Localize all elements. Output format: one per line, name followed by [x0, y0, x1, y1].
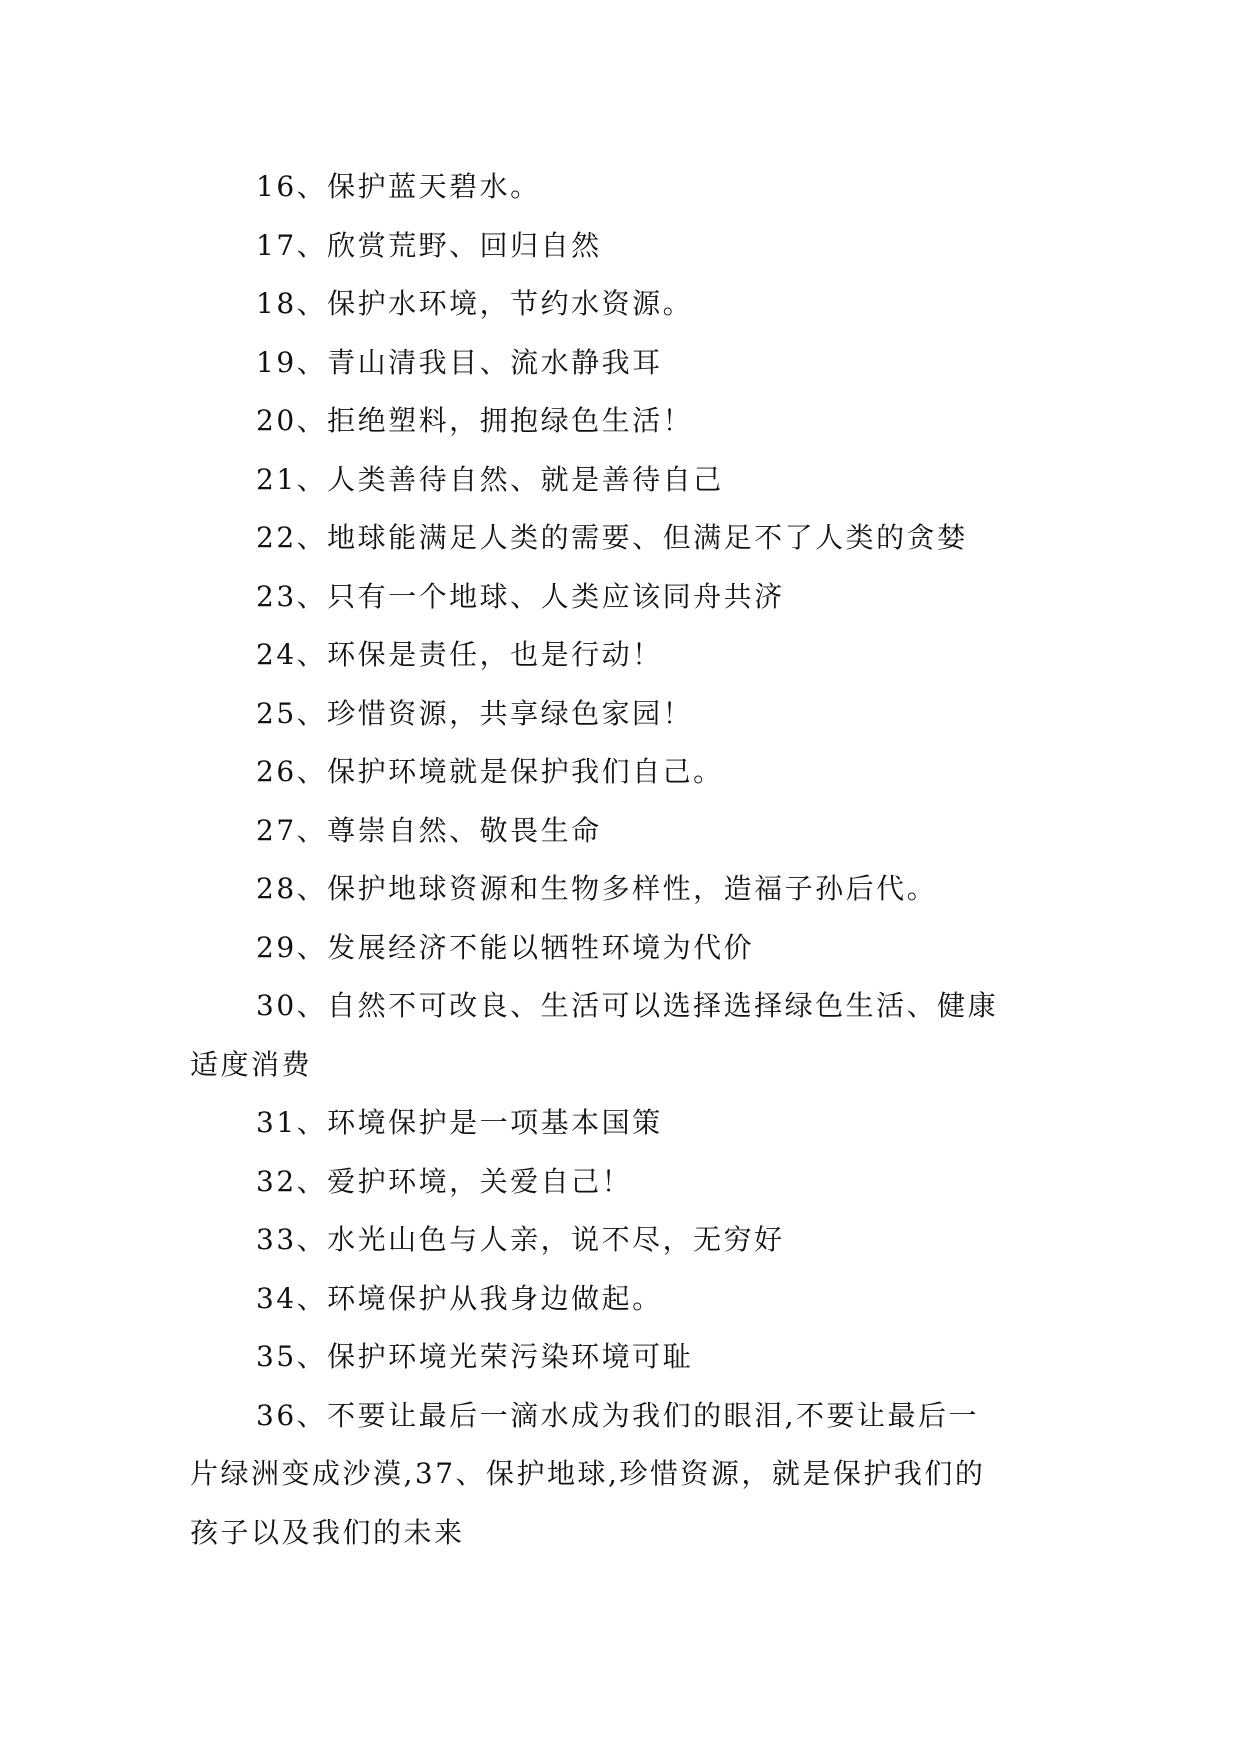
- slogan-line-30: 30、自然不可改良、生活可以选择选择绿色生活、健康: [256, 989, 999, 1022]
- slogan-line-24: 24、环保是责任，也是行动！: [256, 638, 663, 671]
- document-body: [190, 158, 1050, 1562]
- slogan-line-35: 35、保护环境光荣污染环境可耻: [256, 1340, 694, 1373]
- slogan-line-27: 27、尊崇自然、敬畏生命: [256, 813, 602, 847]
- slogan-line-20: 20、拒绝塑料，拥抱绿色生活！: [256, 404, 694, 437]
- slogan-line-32: 32、爱护环境，关爱自己！: [256, 1164, 633, 1198]
- slogan-line-18: 18、保护水环境，节约水资源。: [256, 287, 694, 320]
- slogan-line-16: 16、保护蓝天碧水。: [256, 170, 541, 203]
- slogan-line-36-continued: 片绿洲变成沙漠,37、保护地球,珍惜资源，就是保护我们的: [190, 1457, 986, 1490]
- slogan-line-21: 21、人类善待自然、就是善待自己: [256, 462, 724, 496]
- slogan-line-30-continued: 适度消费: [190, 1047, 313, 1081]
- slogan-line-19: 19、青山清我目、流水静我耳: [256, 345, 663, 379]
- slogan-line-28: 28、保护地球资源和生物多样性，造福子孙后代。: [256, 872, 938, 905]
- slogan-line-31: 31、环境保护是一项基本国策: [256, 1106, 663, 1139]
- slogan-line-23: 23、只有一个地球、人类应该同舟共济: [256, 579, 785, 613]
- slogan-line-25: 25、珍惜资源，共享绿色家园！: [256, 696, 694, 730]
- slogan-line-37-continued: 孩子以及我们的未来: [190, 1515, 465, 1549]
- slogan-line-33: 33、水光山色与人亲，说不尽，无穷好: [256, 1223, 785, 1256]
- slogan-line-17: 17、欣赏荒野、回归自然: [256, 228, 602, 262]
- slogan-line-26: 26、保护环境就是保护我们自己。: [256, 755, 724, 788]
- slogan-line-34: 34、环境保护从我身边做起。: [256, 1281, 663, 1315]
- slogan-line-29: 29、发展经济不能以牺牲环境为代价: [256, 930, 755, 964]
- slogan-line-36: 36、不要让最后一滴水成为我们的眼泪,不要让最后一: [256, 1398, 980, 1432]
- slogan-line-22: 22、地球能满足人类的需要、但满足不了人类的贪婪: [256, 521, 968, 554]
